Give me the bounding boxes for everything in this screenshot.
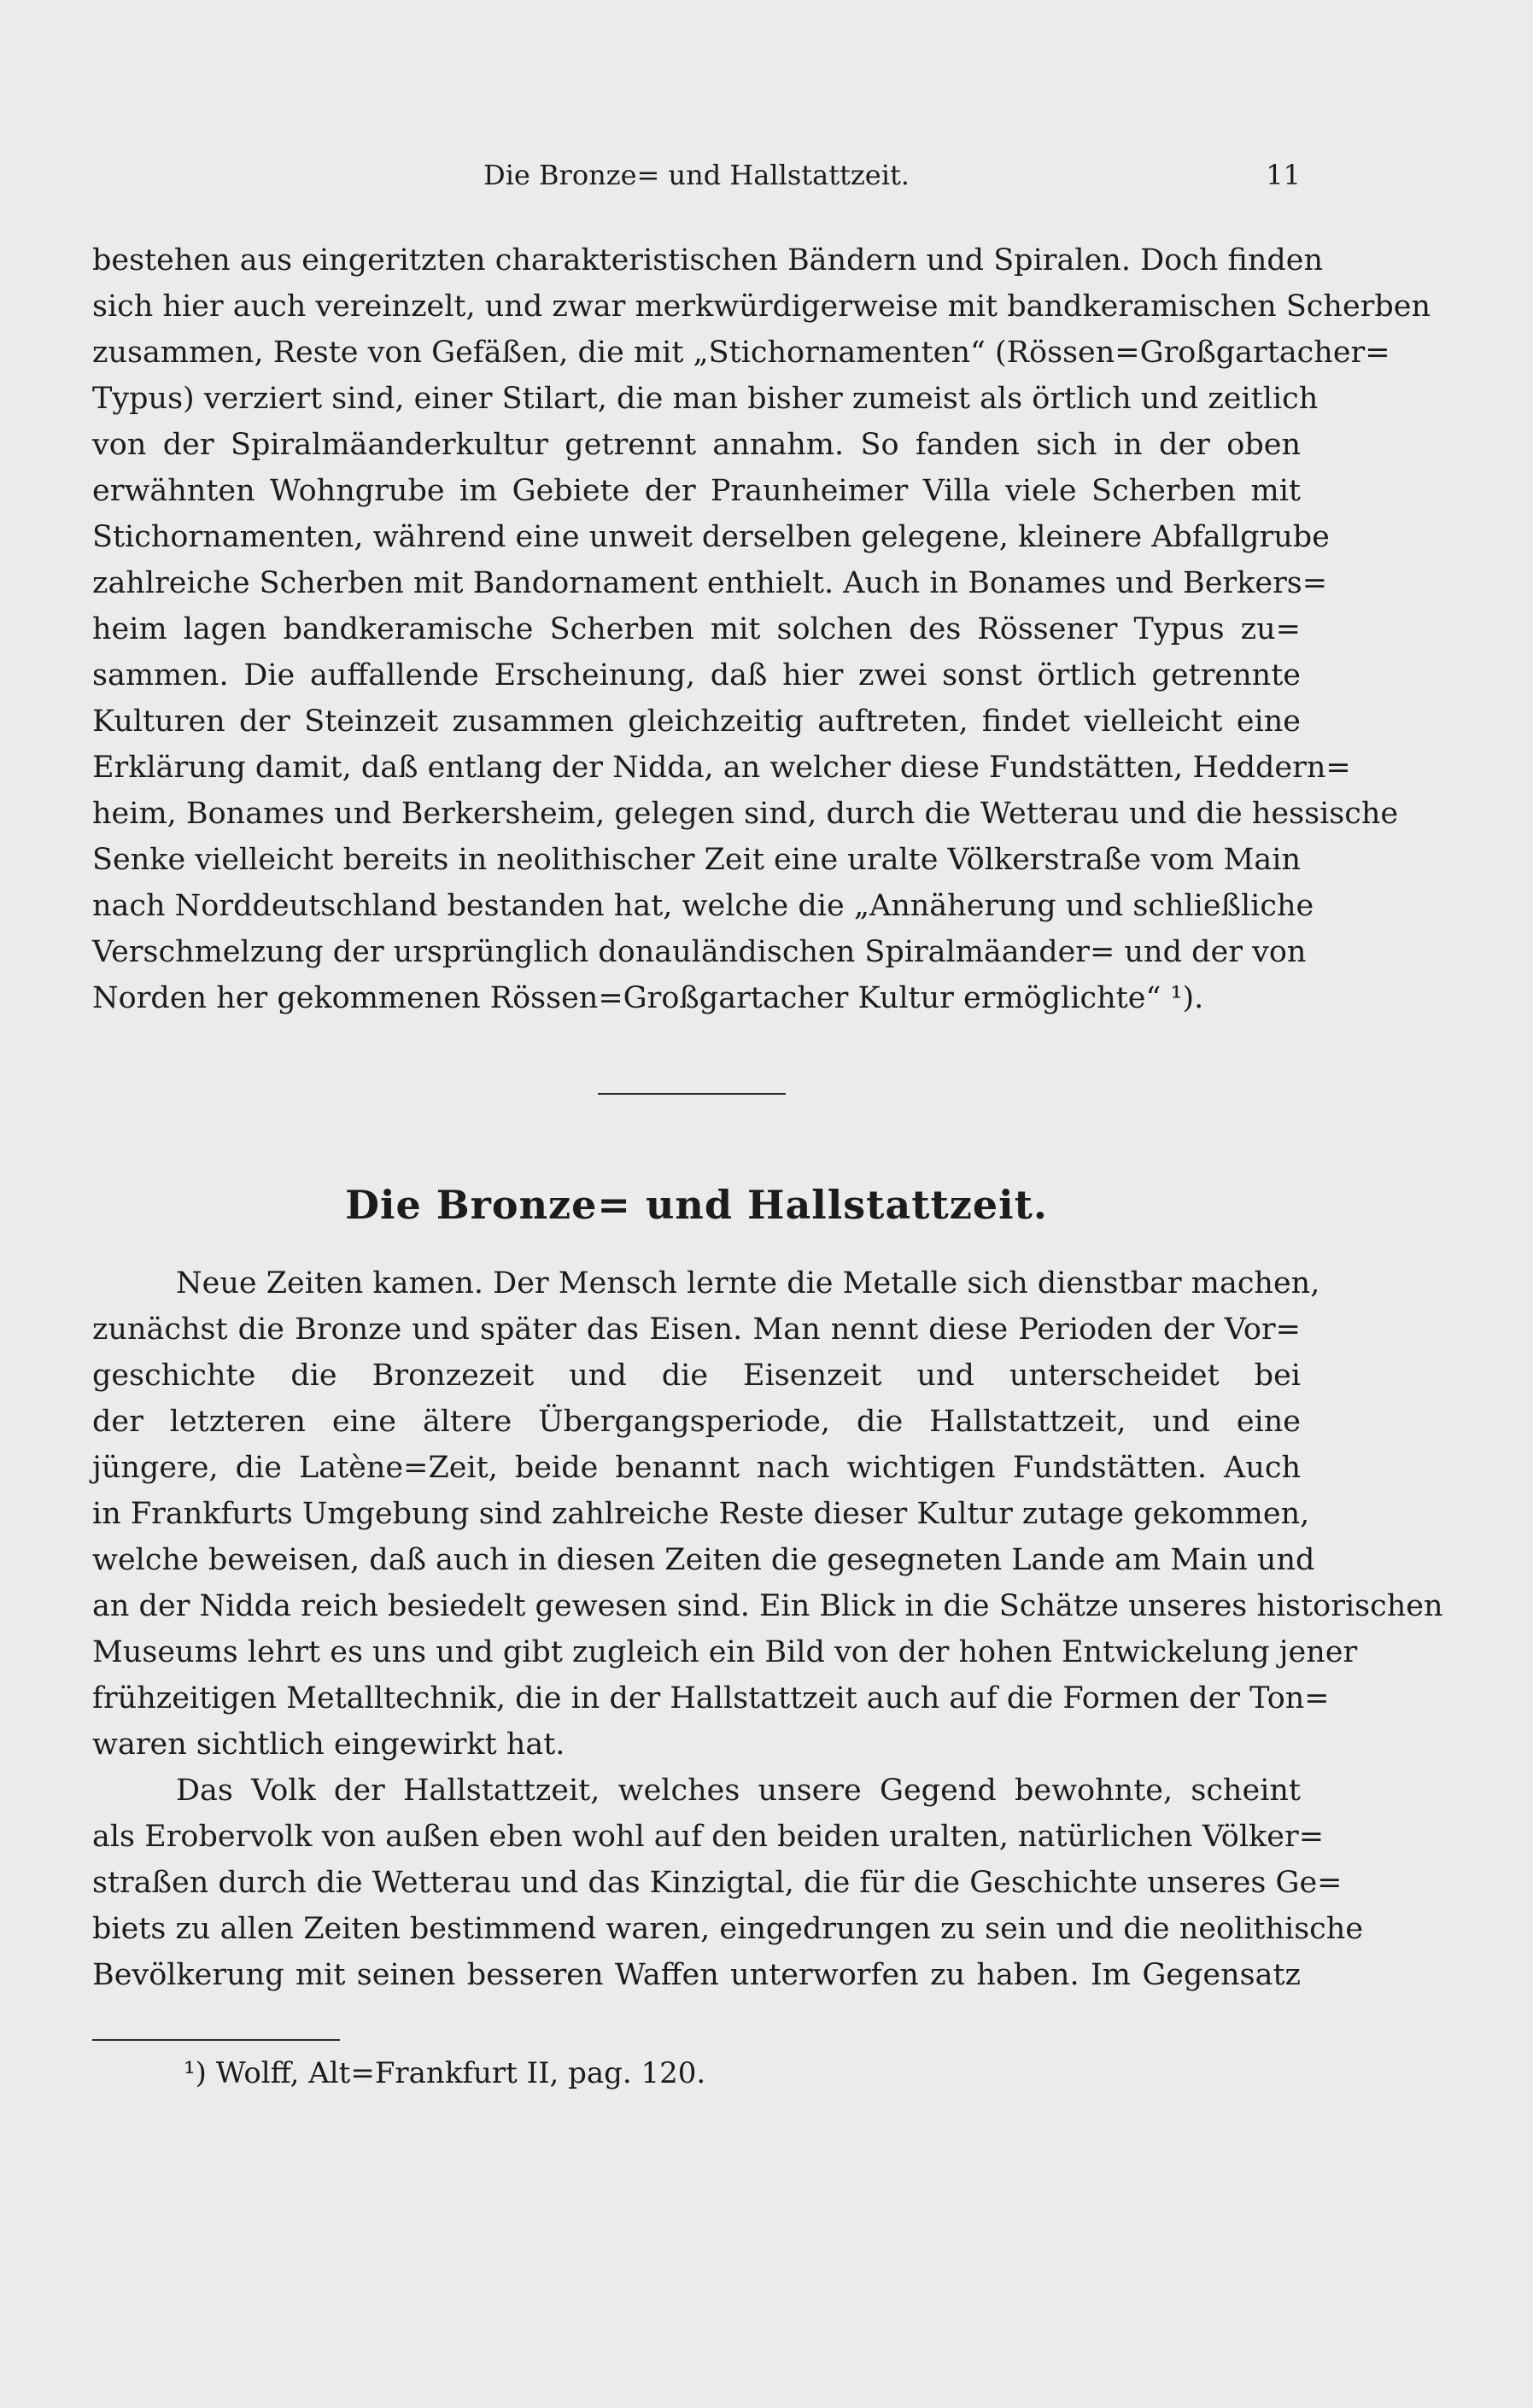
text-line: biets zu allen Zeiten bestimmend waren, eingedrungen zu sein und die neolithische [92,1912,1364,1946]
text-line: welche beweisen, daß auch in diesen Zeiten die gesegneten Lande am Main und [92,1543,1315,1577]
text-line: Senke vielleicht bereits in neolithischer Zeit eine uralte Völkerstraße vom Main [92,843,1301,877]
text-line: Typus) verziert sind, einer Stilart, die man bisher zumeist als örtlich und zeitlich [92,382,1319,416]
text-line: zunächst die Bronze und später das Eisen. Man nennt diese Perioden der Vor= [92,1312,1301,1347]
text-line: an der Nidda reich besiedelt gewesen sind. Ein Blick in die Schätze unseres historischen [92,1589,1443,1623]
section-divider [598,1093,786,1095]
paragraph-neolithic [92,237,1431,1021]
text-line: der letzteren eine ältere Übergangsperiode, die Hallstattzeit, und eine [92,1405,1301,1439]
text-line: Bevölkerung mit seinen besseren Waffen unterworfen zu haben. Im Gegensatz [92,1958,1301,1992]
text-line: Norden her gekommenen Rössen=Großgartacher Kultur ermöglichte“ ¹). [92,981,1204,1015]
text-line: jüngere, die Latène=Zeit, beide benannt nach wichtigen Fundstätten. Auch [92,1451,1301,1485]
page-number: 11 [1266,159,1301,191]
text-line: straßen durch die Wetterau und das Kinzigtal, die für die Geschichte unseres Ge= [92,1866,1343,1900]
page-header [92,159,1301,203]
text-line: nach Norddeutschland bestanden hat, welche die „Annäherung und schließliche [92,889,1314,923]
text-line: Stichornamenten, während eine unweit derselben gelegene, kleinere Abfallgrube [92,520,1330,554]
text-line: von der Spiralmäanderkultur getrennt annahm. So fanden sich in der oben [92,428,1301,462]
text-line: sammen. Die auffallende Erscheinung, daß hier zwei sonst örtlich getrennte [92,658,1301,693]
text-line: bestehen aus eingeritzten charakteristischen Bändern und Spiralen. Doch finden [92,243,1324,278]
text-line: erwähnten Wohngrube im Gebiete der Praunheimer Villa viele Scherben mit [92,474,1301,508]
text-line: frühzeitigen Metalltechnik, die in der Hallstattzeit auch auf die Formen der Ton= [92,1681,1330,1715]
text-line: Erklärung damit, daß entlang der Nidda, an welcher diese Fundstätten, Heddern= [92,751,1351,785]
section-heading: Die Bronze= und Hallstattzeit. [345,1182,1048,1228]
text-line: Kulturen der Steinzeit zusammen gleichzeitig auftreten, findet vielleicht eine [92,704,1301,739]
text-line: heim lagen bandkeramische Scherben mit solchen des Rössener Typus zu= [92,612,1301,646]
text-line: Museums lehrt es uns und gibt zugleich ein Bild von der hohen Entwickelung jener [92,1635,1358,1669]
text-line: sich hier auch vereinzelt, und zwar merkwürdigerweise mit bandkeramischen Scherben [92,289,1431,324]
text-line: Das Volk der Hallstattzeit, welches unsere Gegend bewohnte, scheint [176,1774,1301,1808]
footnote: ¹) Wolff, Alt=Frankfurt II, pag. 120. [184,2056,706,2090]
text-line: zahlreiche Scherben mit Bandornament enthielt. Auch in Bonames und Berkers= [92,566,1328,600]
text-line: heim, Bonames und Berkersheim, gelegen sind, durch die Wetterau und die hessische [92,797,1399,831]
text-line: waren sichtlich eingewirkt hat. [92,1727,565,1762]
text-line: Neue Zeiten kamen. Der Mensch lernte die Metalle sich dienstbar machen, [176,1266,1320,1300]
paragraph-metal-ages [92,1260,1443,1998]
running-head: Die Bronze= und Hallstattzeit. [483,159,910,191]
text-line: zusammen, Reste von Gefäßen, die mit „Stichornamenten“ (Rössen=Großgartacher= [92,336,1390,370]
footnote-divider [92,2039,340,2041]
text-line: geschichte die Bronzezeit und die Eisenzeit und unterscheidet bei [92,1359,1301,1393]
text-line: in Frankfurts Umgebung sind zahlreiche Reste dieser Kultur zutage gekommen, [92,1497,1310,1531]
text-line: als Erobervolk von außen eben wohl auf den beiden uralten, natürlichen Völker= [92,1820,1325,1854]
text-line: Verschmelzung der ursprünglich donauländischen Spiralmäander= und der von [92,935,1307,969]
